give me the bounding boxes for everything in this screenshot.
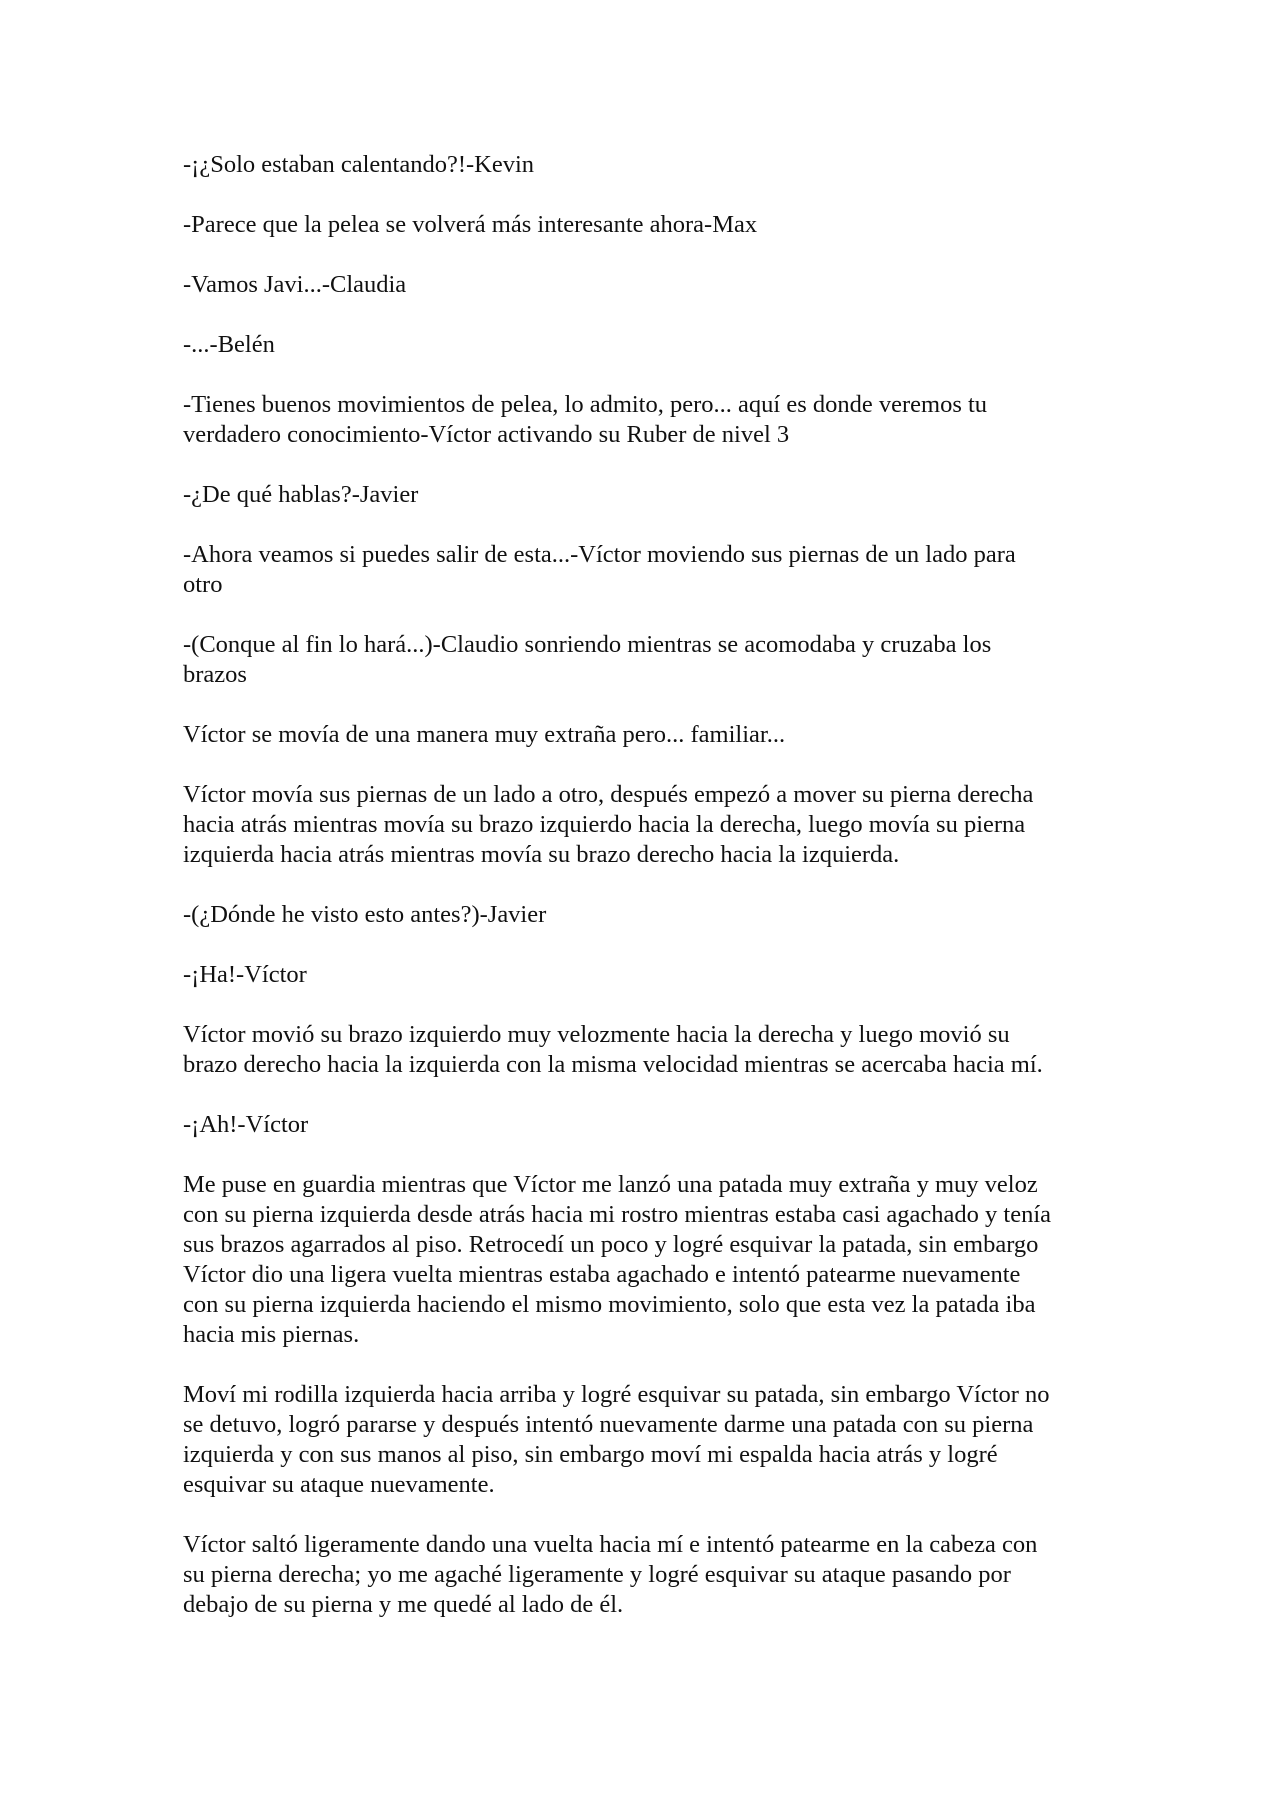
paragraph: -¡Ah!-Víctor (183, 1111, 309, 1138)
paragraph: Me puse en guardia mientras que Víctor me lanzó una patada muy extraña y muy veloz con su pierna izquierda desde atrás hacia mi rostro mientras estaba casi agachado y tenía sus brazos agarrados al piso. Retrocedí un poco y logré esquivar la patada, sin embargo Víctor dio una ligera vuelta mientras estaba agachado e intentó patearme nuevamente con su pierna izquierda haciendo el mismo movimiento, solo que esta vez la patada iba hacia mis piernas. (183, 1171, 1052, 1348)
paragraph: -Ahora veamos si puedes salir de esta...-Víctor moviendo sus piernas de un lado para otro (183, 541, 1016, 598)
paragraph: -...-Belén (183, 331, 275, 358)
paragraph: -(¿Dónde he visto esto antes?)-Javier (183, 901, 547, 928)
paragraph: Víctor se movía de una manera muy extraña pero... familiar... (183, 721, 786, 748)
paragraph: -¡¿Solo estaban calentando?!-Kevin (183, 151, 535, 178)
paragraph: -Vamos Javi...-Claudia (183, 271, 407, 298)
paragraph: -Tienes buenos movimientos de pelea, lo admito, pero... aquí es donde veremos tu verdadero conocimiento-Víctor activando su Ruber de nivel 3 (183, 391, 988, 448)
paragraph: -Parece que la pelea se volverá más interesante ahora-Max (183, 211, 758, 238)
paragraph: Víctor movía sus piernas de un lado a otro, después empezó a mover su pierna derecha hacia atrás mientras movía su brazo izquierdo hacia la derecha, luego movía su pierna izquierda hacia atrás mientras movía su brazo derecho hacia la izquierda. (183, 781, 1034, 868)
paragraph: Víctor movió su brazo izquierdo muy velozmente hacia la derecha y luego movió su brazo derecho hacia la izquierda con la misma velocidad mientras se acercaba hacia mí. (183, 1021, 1043, 1078)
paragraph: -¡Ha!-Víctor (183, 961, 307, 988)
paragraph: Víctor saltó ligeramente dando una vuelta hacia mí e intentó patearme en la cabeza con su pierna derecha; yo me agaché ligeramente y logré esquivar su ataque pasando por debajo de su pierna y me quedé al lado de él. (183, 1531, 1038, 1618)
paragraph: -(Conque al fin lo hará...)-Claudio sonriendo mientras se acomodaba y cruzaba los brazos (183, 631, 992, 688)
paragraph: -¿De qué hablas?-Javier (183, 481, 419, 508)
document-page (183, 150, 1103, 1650)
paragraph: Moví mi rodilla izquierda hacia arriba y logré esquivar su patada, sin embargo Víctor no se detuvo, logró pararse y después intentó nuevamente darme una patada con su pierna izquierda y con sus manos al piso, sin embargo moví mi espalda hacia atrás y logré esquivar su ataque nuevamente. (183, 1381, 1050, 1498)
